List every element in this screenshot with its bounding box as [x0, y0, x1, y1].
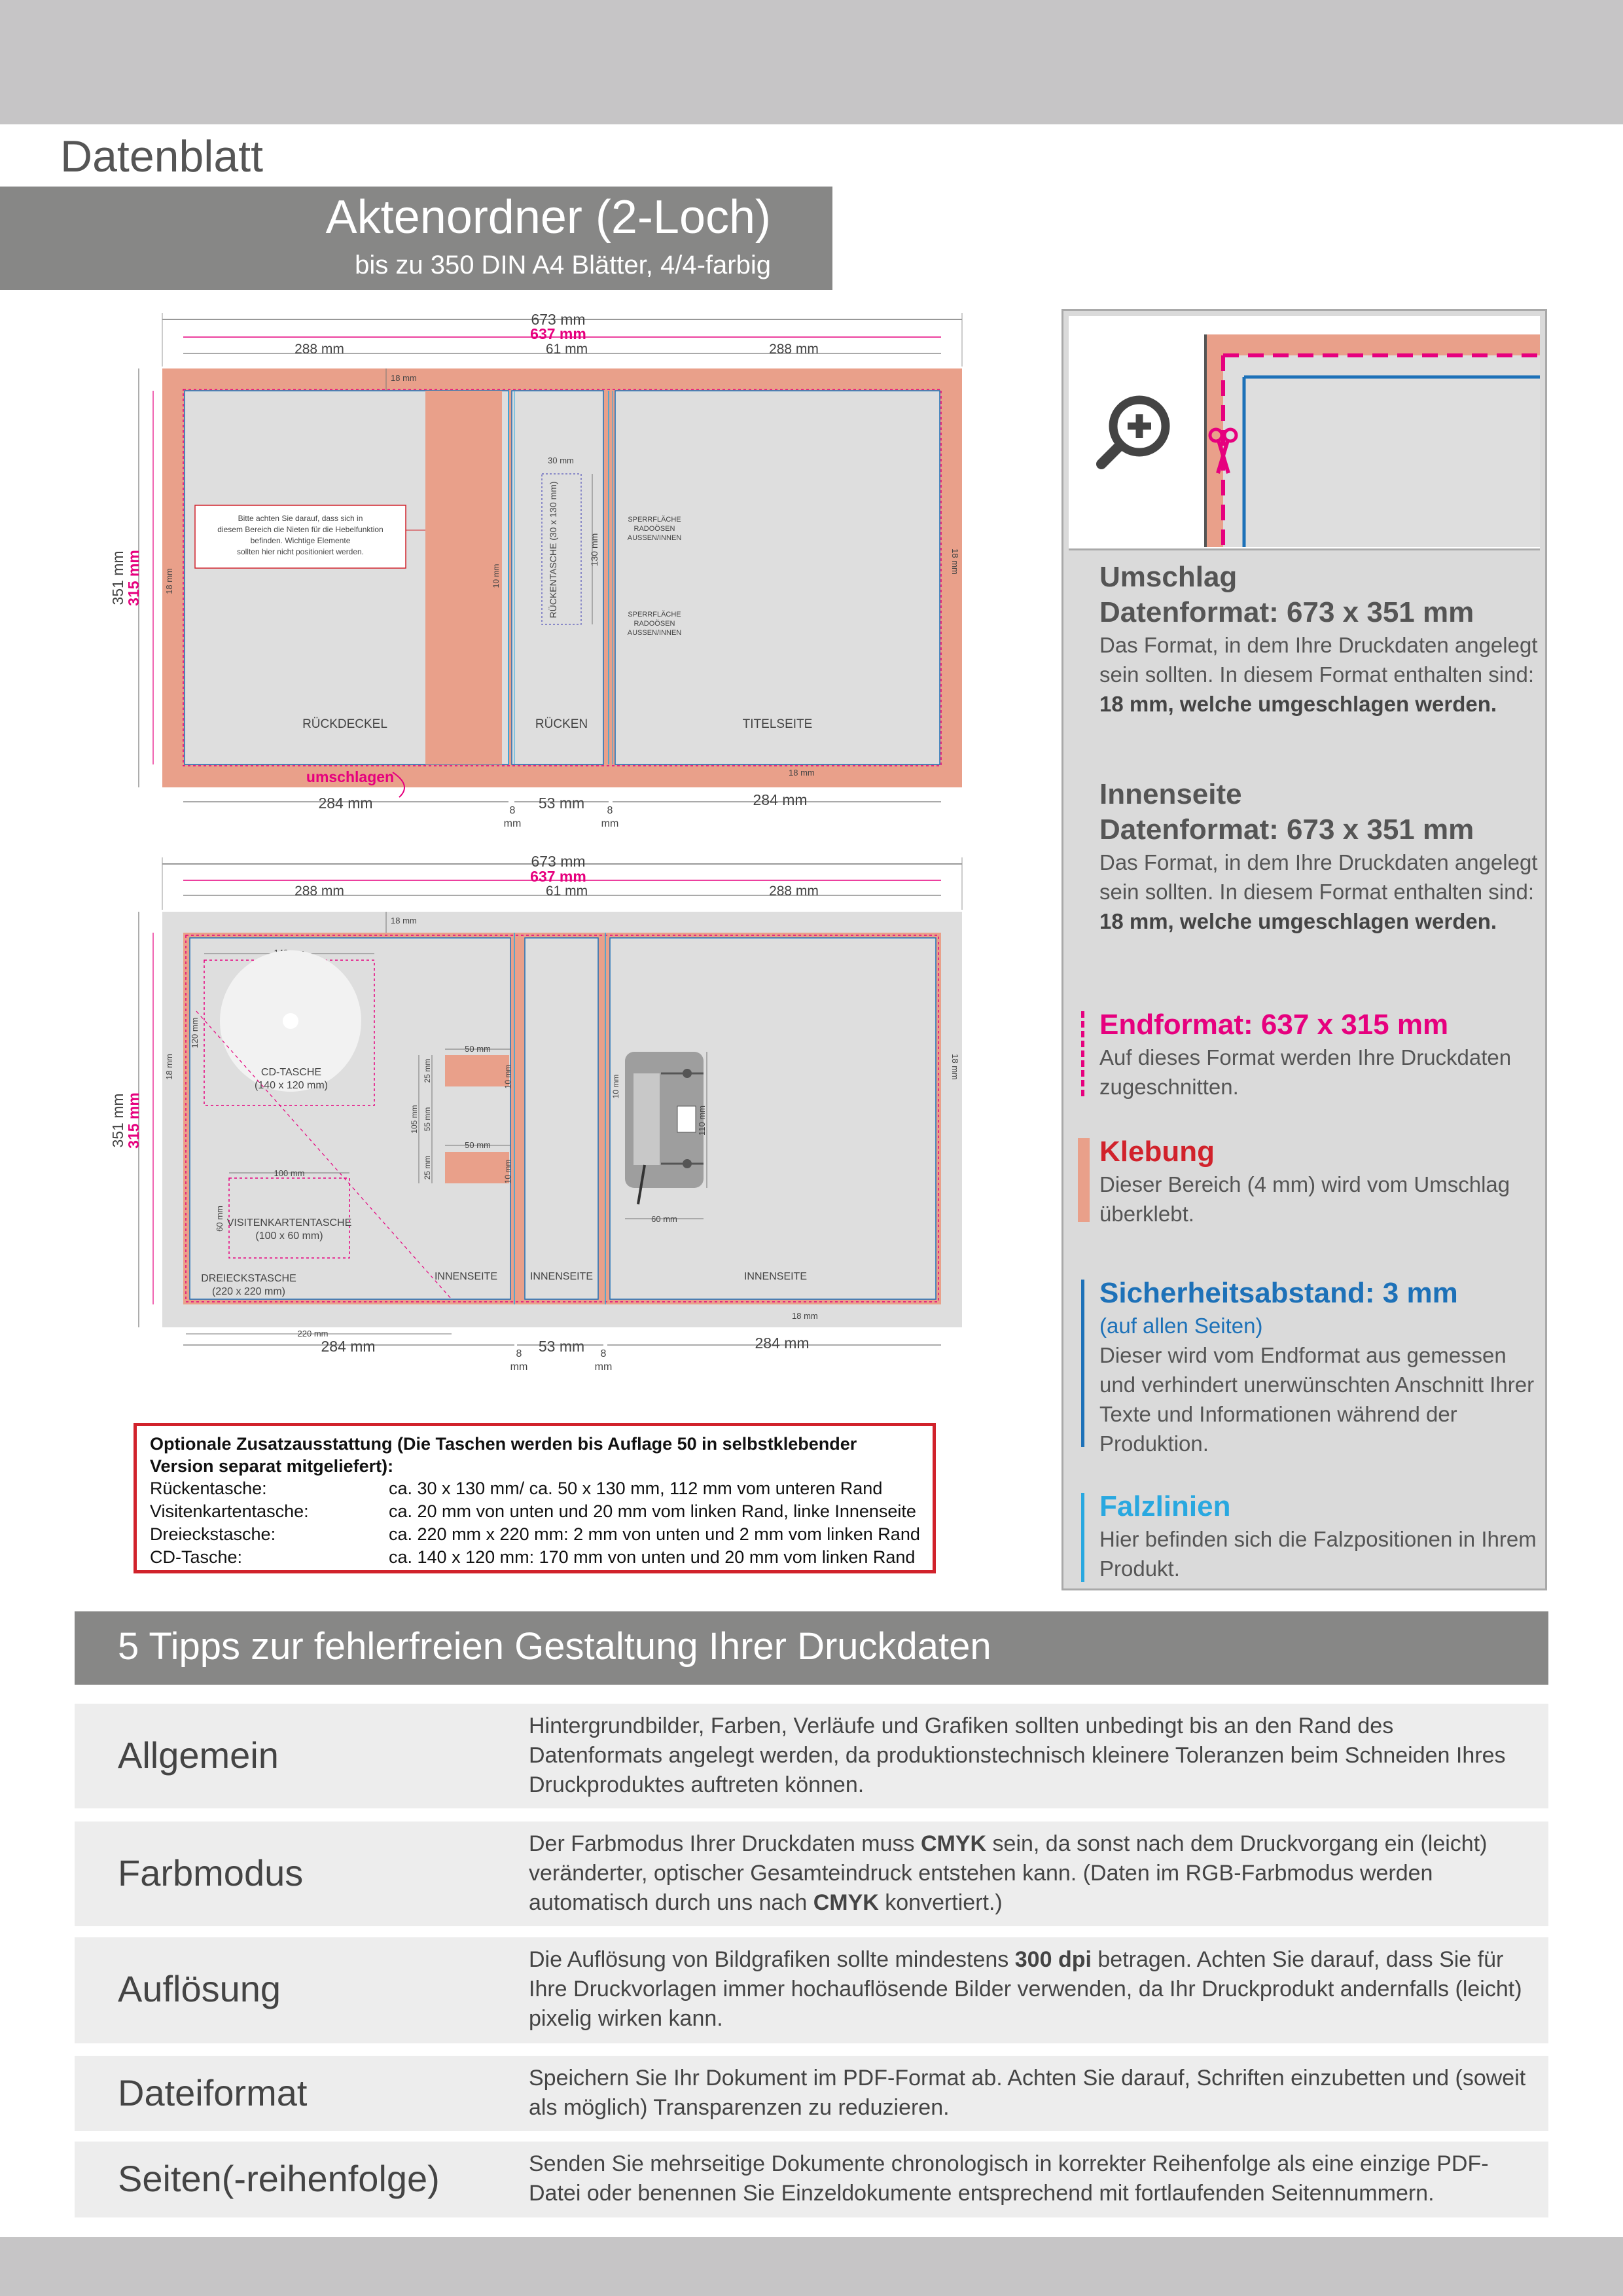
- inner-rivet-w2: 50 mm: [465, 1140, 491, 1150]
- outer-sperr2-l2: RADOÖSEN: [633, 620, 675, 628]
- klebung-section: [1099, 1134, 1538, 1229]
- outer-dim-8a: 8: [509, 805, 516, 816]
- outer-dim-bottom-spine: 53 mm: [538, 795, 585, 812]
- inner-dim-10b: 10 mm: [503, 1159, 512, 1184]
- outer-pocket-width: 30 mm: [548, 456, 574, 465]
- inner-dim-18-bottom: 18 mm: [792, 1311, 818, 1321]
- umschlag-format: Datenformat: 673 x 351 mm: [1099, 596, 1474, 628]
- inner-dim-height-trim: 315 mm: [125, 1092, 142, 1149]
- outer-dim-trim: 637 mm: [530, 325, 586, 342]
- umschlag-bold: 18 mm, welche umgeschlagen werden.: [1099, 692, 1497, 716]
- inner-dim-18-top: 18 mm: [391, 916, 417, 925]
- inner-rivet-h55: 55 mm: [423, 1107, 432, 1132]
- inner-dim-height: 351 mm: [109, 1093, 126, 1148]
- inner-label-left: INNENSEITE: [434, 1271, 498, 1282]
- inner-label-spine: INNENSEITE: [529, 1271, 594, 1282]
- tip-label: Auflösung: [118, 1968, 281, 2009]
- inner-dim-bottom-right: 284 mm: [755, 1335, 810, 1352]
- outer-dim-8b-mm: mm: [601, 818, 619, 829]
- inner-rivet-h25b: 25 mm: [423, 1155, 432, 1180]
- optional-value: ca. 20 mm von unten und 20 mm vom linken Rand, linke Innenseite: [389, 1501, 916, 1521]
- falz-title: Falzlinien: [1099, 1490, 1231, 1522]
- sicherheit-sub: (auf allen Seiten): [1099, 1314, 1263, 1338]
- inner-cd-label2: (140 x 120 mm): [254, 1080, 329, 1091]
- innen-title: Innenseite: [1099, 778, 1242, 810]
- optional-key: CD-Tasche:: [150, 1547, 243, 1567]
- outer-pocket-label: RÜCKENTASCHE (30 x 130 mm): [548, 481, 558, 619]
- umschlag-title: Umschlag: [1099, 561, 1238, 593]
- falz-text: Hier befinden sich die Falzpositionen in Ihrem Produkt.: [1099, 1527, 1537, 1581]
- outer-sperr1-l1: SPERRFLÄCHE: [628, 516, 681, 524]
- outer-dim-right: 288 mm: [769, 342, 819, 357]
- inner-dim-8a-mm: mm: [510, 1361, 528, 1372]
- sicherheit-title: Sicherheitsabstand: 3 mm: [1099, 1277, 1458, 1309]
- outer-note-line3: befinden. Wichtige Elemente: [250, 536, 351, 545]
- legend-sidebar: [1061, 309, 1547, 1590]
- outer-sperr2-l1: SPERRFLÄCHE: [628, 611, 681, 619]
- outer-label-spine: RÜCKEN: [535, 717, 588, 731]
- tip-label: Dateiformat: [118, 2072, 308, 2113]
- falz-section: [1099, 1489, 1538, 1583]
- inner-dim-10c: 10 mm: [611, 1074, 620, 1099]
- tip-text: Senden Sie mehrseitige Dokumente chronologisch in korrekter Reihenfolge als eine einzige PDF-Datei oder benennen Sie Einzeldokumente entsprechend mit fortlaufenden Seitennummern.: [529, 2151, 1489, 2206]
- tips-heading: 5 Tipps zur fehlerfreien Gestaltung Ihrer Druckdaten: [118, 1625, 991, 1668]
- inner-dim-bottom-left: 284 mm: [321, 1338, 376, 1355]
- umschlag-section: [1099, 560, 1538, 719]
- klebung-title: Klebung: [1099, 1136, 1215, 1168]
- outer-dim-8a-mm: mm: [503, 818, 522, 829]
- outer-dim-spine: 61 mm: [545, 342, 588, 357]
- outer-dim-10: 10 mm: [491, 564, 501, 588]
- inner-dt-label2: (220 x 220 mm): [211, 1286, 286, 1297]
- outer-dim-8b: 8: [607, 805, 613, 816]
- outer-dim-total: 673 mm: [531, 311, 586, 328]
- inner-dim-left: 288 mm: [294, 884, 344, 899]
- inner-mech-width: 60 mm: [651, 1214, 677, 1224]
- outer-sperr1-l2: RADOÖSEN: [633, 525, 675, 533]
- outer-dim-height-trim: 315 mm: [125, 550, 142, 606]
- tip-text: Der Farbmodus Ihrer Druckdaten muss CMYK sein, da sonst nach dem Druckvorgang ein (leicht) veränderter, optischer Gesamteindruck entstehen kann. (Daten im RGB-Farbmodus werden automatisch durch uns nach CMYK konvertiert.): [529, 1831, 1488, 1915]
- page-subtitle: bis zu 350 DIN A4 Blätter, 4/4-farbig: [355, 251, 771, 279]
- outer-dim-18-top: 18 mm: [391, 373, 417, 383]
- inner-dim-8a: 8: [516, 1348, 522, 1359]
- outer-diagram: [109, 311, 962, 829]
- optional-key: Dreieckstasche:: [150, 1524, 276, 1544]
- inner-cd-label1: CD-TASCHE: [260, 1067, 322, 1078]
- lever-mechanism-icon: [625, 1052, 704, 1204]
- tip-label: Seiten(-reihenfolge): [118, 2158, 440, 2199]
- page-title: Aktenordner (2-Loch): [325, 191, 771, 243]
- inner-cd-height: 120 mm: [190, 1017, 200, 1049]
- outer-dim-18-left: 18 mm: [164, 568, 174, 594]
- endformat-section: [1099, 1007, 1538, 1102]
- inner-rivet-h105: 105 mm: [410, 1105, 419, 1134]
- outer-pocket-height: 130 mm: [589, 533, 599, 567]
- inner-dim-bottom-spine: 53 mm: [538, 1338, 585, 1355]
- tip-row: [75, 1821, 1548, 1926]
- inner-vk-width: 100 mm: [274, 1168, 305, 1178]
- optional-row: [150, 1546, 929, 1568]
- endformat-text: Auf dieses Format werden Ihre Druckdaten zugeschnitten.: [1099, 1045, 1512, 1099]
- inner-vk-label1: VISITENKARTENTASCHE: [226, 1217, 352, 1229]
- innen-text: Das Format, in dem Ihre Druckdaten angelegt sein sollten. In diesem Format enthalten sind:: [1099, 850, 1538, 904]
- tip-row: [75, 1704, 1548, 1808]
- outer-label-front: TITELSEITE: [742, 717, 813, 731]
- endformat-marker: [1081, 1011, 1084, 1096]
- inner-dim-trim: 637 mm: [530, 868, 586, 885]
- outer-note-line2: diesem Bereich die Nieten für die Hebelfunktion: [217, 525, 383, 534]
- outer-sperr1-l3: AUSSEN/INNEN: [627, 534, 682, 542]
- inner-dim-18-left: 18 mm: [164, 1054, 174, 1080]
- sicherheit-section: [1099, 1276, 1538, 1458]
- inner-diagram: [109, 853, 962, 1372]
- bottom-band: [0, 2237, 1623, 2296]
- umschlag-text: Das Format, in dem Ihre Druckdaten angelegt sein sollten. In diesem Format enthalten sind:: [1099, 633, 1538, 687]
- inner-dim-10a: 10 mm: [503, 1064, 512, 1089]
- klebung-text: Dieser Bereich (4 mm) wird vom Umschlag überklebt.: [1099, 1172, 1510, 1226]
- optional-key: Visitenkartentasche:: [150, 1501, 309, 1521]
- tip-text: Hintergrundbilder, Farben, Verläufe und Grafiken sollten unbedingt bis an den Rand des Datenformats angelegt werden, da produktionstechnisch kleinere Toleranzen beim Schneiden Ihres Druckproduktes auftreten können.: [529, 1713, 1506, 1797]
- outer-umschlagen: umschlagen: [306, 768, 395, 785]
- optional-row: [150, 1477, 929, 1499]
- innen-bold: 18 mm, welche umgeschlagen werden.: [1099, 909, 1497, 933]
- tip-label: Allgemein: [118, 1734, 279, 1776]
- optional-value: ca. 220 mm x 220 mm: 2 mm von unten und 2 mm vom linken Rand: [389, 1524, 920, 1544]
- inner-vk-height: 60 mm: [215, 1206, 224, 1232]
- datasheet-label: Datenblatt: [60, 132, 263, 181]
- outer-dim-bottom-right: 284 mm: [753, 791, 808, 808]
- outer-dim-bottom-left: 284 mm: [318, 795, 373, 812]
- optional-row: [150, 1500, 929, 1522]
- optional-equipment-box: [134, 1423, 936, 1573]
- tips-header: [75, 1611, 1548, 1685]
- outer-note-line1: Bitte achten Sie darauf, dass sich in: [238, 514, 363, 523]
- sicherheit-text: Dieser wird vom Endformat aus gemessen und verhindert unerwünschten Anschnitt Ihrer Texte und Informationen während der Produktion.: [1099, 1343, 1535, 1456]
- falz-marker: [1081, 1493, 1084, 1582]
- outer-label-back: RÜCKDECKEL: [302, 717, 387, 731]
- tip-row: [75, 1937, 1548, 2043]
- inner-dim-18-right: 18 mm: [950, 1054, 960, 1080]
- sicherheit-marker: [1081, 1280, 1084, 1447]
- optional-heading: Optionale Zusatzausstattung (Die Taschen werden bis Auflage 50 in selbstklebender Version separat mitgeliefert):: [150, 1434, 857, 1476]
- innen-format: Datenformat: 673 x 351 mm: [1099, 814, 1474, 846]
- outer-dim-height: 351 mm: [109, 550, 126, 605]
- inner-rivet-h25a: 25 mm: [423, 1058, 432, 1083]
- inner-dim-spine: 61 mm: [545, 884, 588, 899]
- inner-dim-total: 673 mm: [531, 853, 586, 870]
- innenseite-section: [1099, 777, 1538, 936]
- inner-dim-8b: 8: [600, 1348, 607, 1359]
- tip-row: [75, 2056, 1548, 2131]
- zoom-detail: [1069, 316, 1540, 550]
- klebung-marker: [1078, 1138, 1090, 1222]
- optional-value: ca. 30 x 130 mm/ ca. 50 x 130 mm, 112 mm vom unteren Rand: [389, 1479, 883, 1498]
- outer-note-line4: sollten hier nicht positioniert werden.: [236, 547, 365, 556]
- tip-row: [75, 2142, 1548, 2217]
- zoom-detail-graphic: [1069, 316, 1540, 548]
- tip-text: Die Auflösung von Bildgrafiken sollte mindestens 300 dpi betragen. Achten Sie darauf, dass Sie für Ihre Druckvorlagen immer hochauflösende Bilder verwenden, da Ihr Druckprodukt andernfalls (leicht) pixelig wirken kann.: [529, 1947, 1522, 2031]
- endformat-title: Endformat: 637 x 315 mm: [1099, 1009, 1449, 1041]
- inner-mech-height: 110 mm: [697, 1105, 707, 1136]
- optional-key: Rückentasche:: [150, 1479, 267, 1498]
- layout-diagrams: [0, 0, 1047, 1597]
- outer-dim-left: 288 mm: [294, 342, 344, 357]
- inner-dt-width: 220 mm: [297, 1329, 329, 1338]
- zoom-plus-icon: [1101, 400, 1166, 464]
- outer-dim-18-right: 18 mm: [950, 548, 960, 575]
- outer-dim-18-bottom: 18 mm: [789, 768, 815, 778]
- outer-sperr2-l3: AUSSEN/INNEN: [627, 629, 682, 637]
- inner-rivet-w1: 50 mm: [465, 1044, 491, 1054]
- inner-label-right: INNENSEITE: [743, 1271, 808, 1282]
- inner-vk-label2: (100 x 60 mm): [255, 1230, 323, 1242]
- tip-text: Speichern Sie Ihr Dokument im PDF-Format ab. Achten Sie darauf, Schriften einzubetten und (soweit als möglich) Transparenzen zu reduzieren.: [529, 2066, 1526, 2120]
- optional-row: [150, 1523, 929, 1545]
- inner-dt-label1: DREIECKSTASCHE: [201, 1273, 296, 1284]
- tip-label: Farbmodus: [118, 1852, 304, 1893]
- optional-value: ca. 140 x 120 mm: 170 mm von unten und 20 mm vom linken Rand: [389, 1547, 916, 1567]
- inner-dim-8b-mm: mm: [594, 1361, 613, 1372]
- inner-dim-right: 288 mm: [769, 884, 819, 899]
